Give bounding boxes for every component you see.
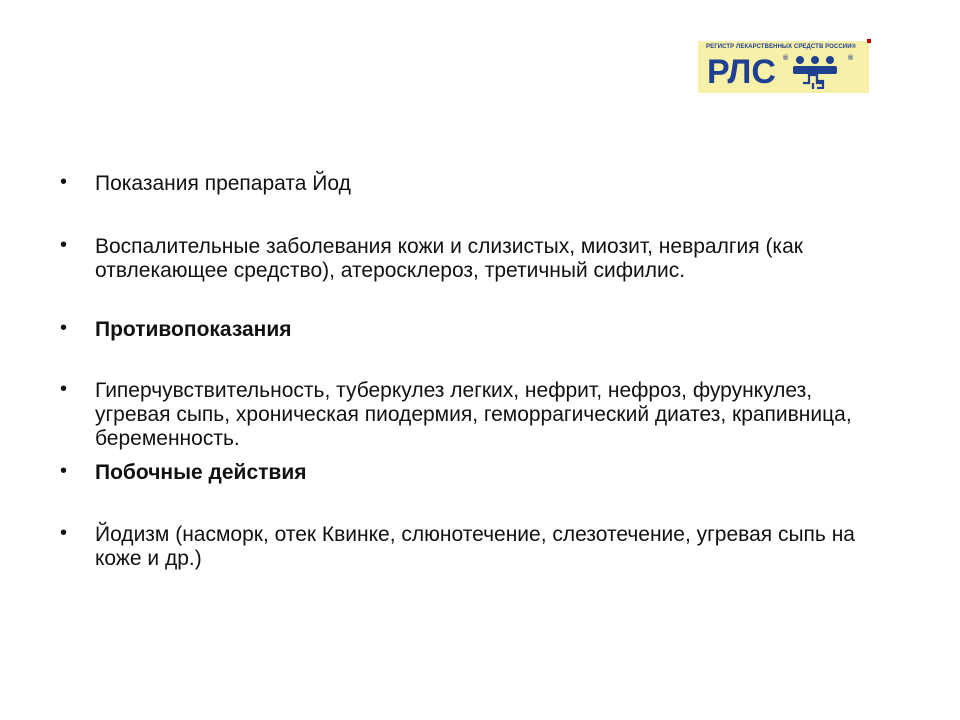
logo-top-label: РЕГИСТР ЛЕКАРСТВЕННЫХ СРЕДСТВ РОССИИ bbox=[706, 44, 852, 50]
bullet-icon: • bbox=[60, 171, 68, 193]
list-item-text: Показания препарата Йод bbox=[95, 172, 351, 195]
list-item-text: Противопоказания bbox=[95, 318, 292, 341]
logo-icon-reg: ® bbox=[848, 55, 854, 62]
logo-corner-mark bbox=[867, 39, 871, 43]
bullet-icon: • bbox=[60, 460, 68, 482]
list-item-text: Йодизм (насморк, отек Квинке, слюнотечение, слезотечение, угревая сыпь на коже и др.) bbox=[95, 523, 855, 570]
rls-logo bbox=[698, 41, 869, 93]
list-item-text: Воспалительные заболевания кожи и слизистых, миозит, невралгия (как отвлекающее средство), атеросклероз, третичный сифилис. bbox=[95, 235, 803, 282]
logo-main-reg: ® bbox=[783, 55, 789, 62]
bullet-icon: • bbox=[60, 378, 68, 400]
bullet-icon: • bbox=[60, 234, 68, 256]
bullet-icon: • bbox=[60, 317, 68, 339]
logo-main-text: РЛС bbox=[707, 53, 776, 91]
three-people-cross-icon bbox=[791, 53, 853, 89]
logo-top-text bbox=[706, 44, 866, 50]
logo-top-reg: ® bbox=[851, 44, 857, 50]
bullet-icon: • bbox=[60, 522, 68, 544]
list-item-text: Побочные действия bbox=[95, 461, 307, 484]
list-item-text: Гиперчувствительность, туберкулез легких, нефрит, нефроз, фурункулез, угревая сыпь, хроническая пиодермия, геморрагический диатез, крапивница, беременность. bbox=[95, 379, 852, 450]
